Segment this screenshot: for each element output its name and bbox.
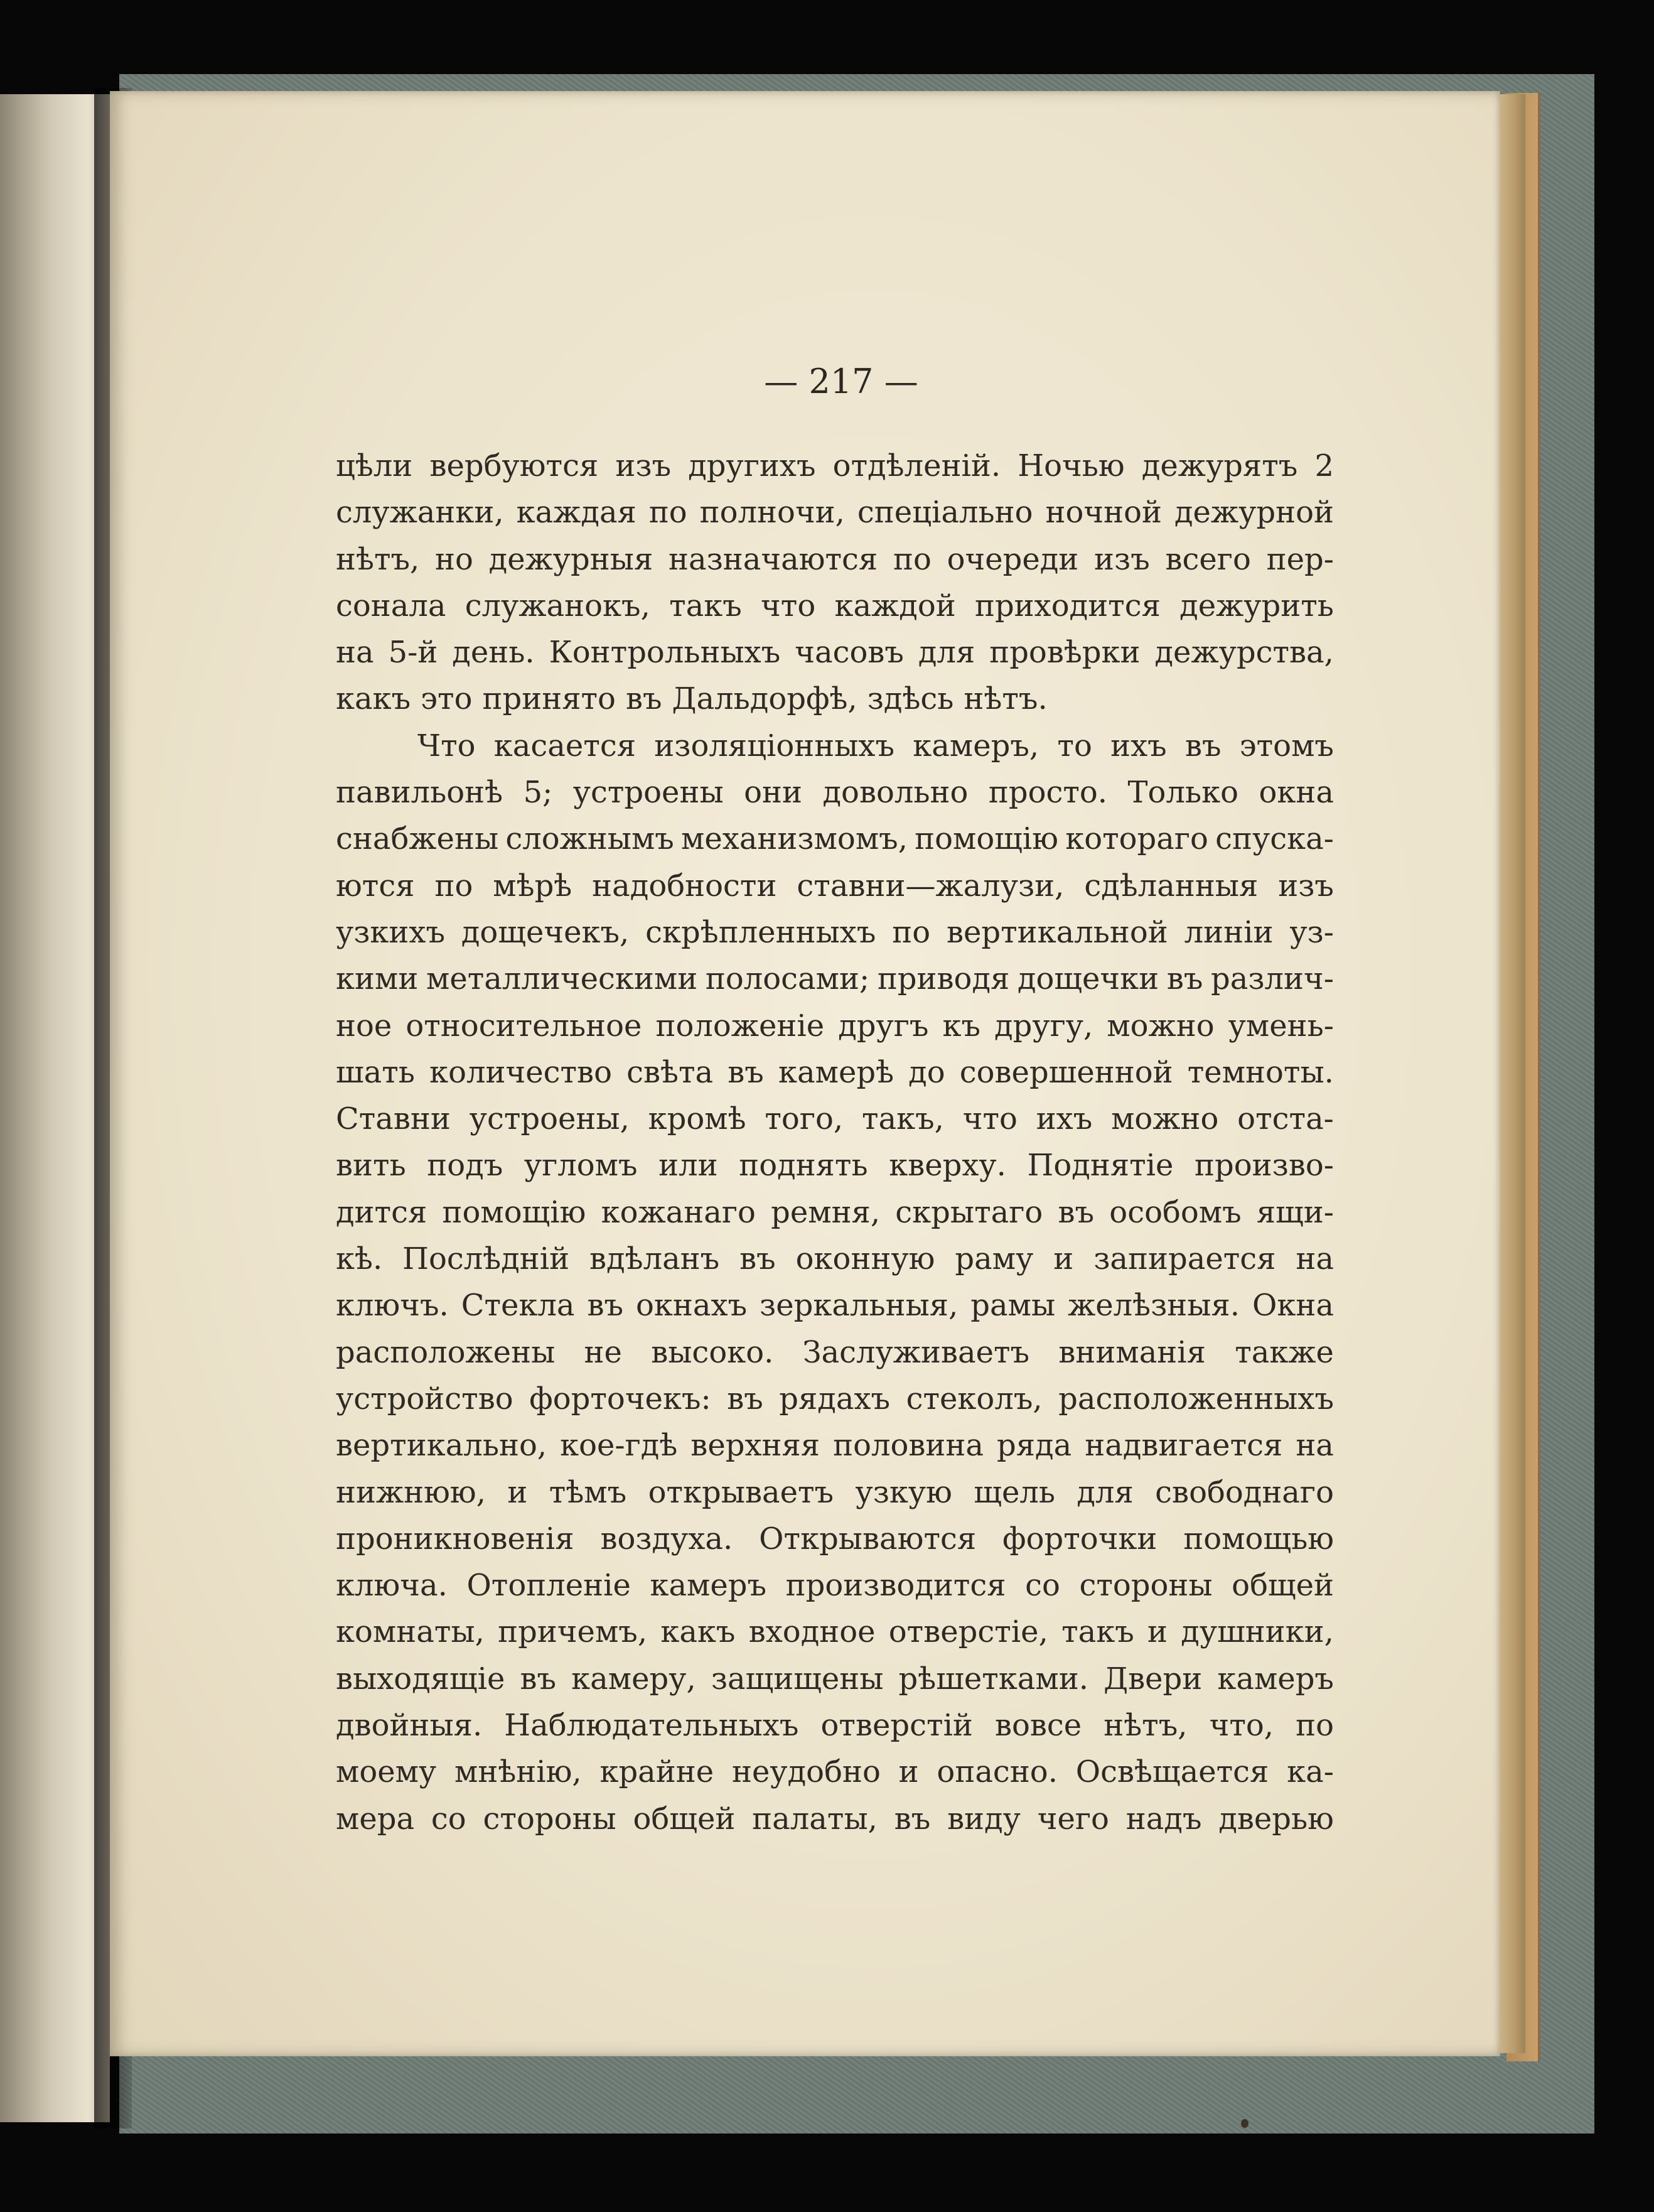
- word: чего: [1037, 1801, 1109, 1837]
- word: воздуха.: [600, 1521, 733, 1556]
- left-page-edge: [0, 94, 110, 2122]
- word: въ: [625, 681, 662, 717]
- word: кромѣ: [648, 1101, 746, 1137]
- word: по: [1296, 1708, 1334, 1744]
- word: желѣзныя.: [1068, 1288, 1240, 1324]
- word: ключа.: [336, 1568, 448, 1604]
- word: Наблюдательныхъ: [504, 1708, 799, 1744]
- word: количество: [429, 1054, 612, 1090]
- page-text: [336, 443, 1334, 1842]
- word: какъ: [336, 681, 411, 717]
- word: Заслуживаетъ: [802, 1334, 1030, 1370]
- word: ка-: [1287, 1754, 1334, 1790]
- word: нѣтъ.: [964, 681, 1048, 717]
- word: камеръ,: [913, 728, 1039, 763]
- word: палаты,: [752, 1801, 878, 1837]
- text-line: [336, 536, 1334, 583]
- word: 5;: [523, 775, 553, 811]
- word: причемъ,: [498, 1614, 648, 1650]
- word: въ: [1166, 961, 1203, 997]
- word: къ: [942, 1008, 981, 1044]
- word: кое-гдѣ: [560, 1428, 678, 1464]
- word: общей: [1232, 1568, 1334, 1604]
- word: вербуются: [429, 448, 599, 483]
- word: положеніе: [655, 1008, 825, 1044]
- word: отдѣленій.: [832, 448, 1001, 483]
- word: сдѣланныя: [1084, 868, 1259, 904]
- text-line: [336, 1749, 1334, 1795]
- word: помощію: [915, 821, 1059, 857]
- word: на: [1296, 1428, 1334, 1464]
- word: какъ: [660, 1614, 736, 1650]
- word: оконную: [795, 1241, 935, 1277]
- word: надъ: [1125, 1801, 1202, 1837]
- word: умень-: [1228, 1008, 1334, 1044]
- word: спеціально: [857, 495, 1033, 531]
- word: Ночью: [1018, 448, 1125, 483]
- word: кверху.: [889, 1148, 1006, 1184]
- word: ихъ: [1110, 728, 1167, 763]
- word: защищены: [711, 1661, 884, 1697]
- word: по: [434, 868, 473, 904]
- word: полночи,: [699, 495, 845, 531]
- word: особомъ: [1109, 1194, 1242, 1230]
- word: дежурства,: [1154, 635, 1334, 671]
- word: и: [898, 1754, 919, 1790]
- word: Освѣщается: [1075, 1754, 1269, 1790]
- word: Послѣдній: [402, 1241, 570, 1277]
- word: служанки,: [336, 495, 504, 531]
- word: нѣтъ,: [336, 541, 420, 577]
- text-line: [336, 1376, 1334, 1422]
- word: изъ: [1278, 868, 1334, 904]
- word: рѣшетками.: [898, 1661, 1088, 1697]
- text-line: [336, 1656, 1334, 1702]
- word: двойныя.: [336, 1708, 483, 1744]
- word: павильонѣ: [336, 775, 503, 811]
- word: пер-: [1266, 541, 1334, 577]
- word: произво-: [1195, 1148, 1334, 1184]
- word: что: [962, 1101, 1018, 1137]
- word: относительное: [405, 1008, 642, 1044]
- word: линіи: [1184, 914, 1274, 950]
- word: каждой: [834, 588, 956, 623]
- text-line: [336, 1142, 1334, 1189]
- word: Двери: [1104, 1661, 1203, 1697]
- text-line: [336, 676, 1334, 722]
- word: въ: [1058, 1194, 1095, 1230]
- word: общей: [633, 1801, 736, 1837]
- word: механизмомъ,: [681, 821, 908, 857]
- word: каждая: [516, 495, 636, 531]
- word: принято: [482, 681, 616, 717]
- word: камеръ: [650, 1568, 767, 1604]
- word: комнаты,: [336, 1614, 485, 1650]
- word: ящи-: [1256, 1194, 1334, 1230]
- word: узкихъ: [336, 914, 446, 950]
- word: ются: [336, 868, 415, 904]
- word: спуска-: [1215, 821, 1334, 857]
- word: другу,: [994, 1008, 1093, 1044]
- word: полосами;: [705, 961, 870, 997]
- word: кожанаго: [601, 1194, 756, 1230]
- word: помощію: [442, 1194, 586, 1230]
- word: въ: [1184, 728, 1222, 763]
- word: не: [584, 1334, 622, 1370]
- word: тѣмъ: [549, 1474, 627, 1510]
- word: ихъ: [1036, 1101, 1093, 1137]
- word: въ: [894, 1801, 931, 1837]
- word: виду: [947, 1801, 1021, 1837]
- word: этомъ: [1239, 728, 1334, 763]
- text-line: [336, 1422, 1334, 1469]
- word: Поднятіе: [1027, 1148, 1174, 1184]
- word: по: [893, 541, 932, 577]
- word: можно: [1111, 1101, 1219, 1137]
- word: въ: [739, 1241, 776, 1277]
- word: довольно: [822, 775, 969, 811]
- word: по: [892, 914, 931, 950]
- word: здѣсь: [867, 681, 954, 717]
- word: форточекъ:: [529, 1381, 711, 1416]
- word: мѣрѣ: [493, 868, 572, 904]
- word: металлическими: [426, 961, 698, 997]
- word: дощечки: [1017, 961, 1159, 997]
- word: такъ: [1061, 1614, 1134, 1650]
- text-line: [336, 1049, 1334, 1096]
- text-line: [336, 443, 1334, 489]
- word: ночной: [1045, 495, 1163, 531]
- word: служанокъ,: [465, 588, 650, 623]
- word: кими: [336, 961, 419, 997]
- word: въ: [520, 1661, 557, 1697]
- word: помощью: [1183, 1521, 1334, 1556]
- word: сонала: [336, 588, 446, 623]
- word: или: [658, 1148, 718, 1184]
- word: раму: [955, 1241, 1034, 1277]
- word: другъ: [838, 1008, 929, 1044]
- word: производится: [785, 1568, 1006, 1604]
- word: дежурной: [1174, 495, 1334, 531]
- word: Открываются: [759, 1521, 977, 1556]
- word: того,: [765, 1101, 844, 1137]
- word: камерѣ: [778, 1054, 894, 1090]
- word: вовсе: [994, 1708, 1082, 1744]
- word: назначаются: [668, 541, 878, 577]
- text-line: [336, 1562, 1334, 1609]
- book-page: [110, 91, 1500, 2056]
- word: дежурятъ: [1141, 448, 1298, 483]
- word: ное: [336, 1008, 392, 1044]
- word: поднять: [739, 1148, 868, 1184]
- page-number: — 217 —: [764, 362, 918, 401]
- word: форточки: [1002, 1521, 1157, 1556]
- word: щель: [974, 1474, 1056, 1510]
- word: они: [744, 775, 803, 811]
- word: изъ: [1094, 541, 1150, 577]
- word: по: [648, 495, 687, 531]
- word: моему: [336, 1754, 437, 1790]
- text-line: [336, 1702, 1334, 1749]
- word: Окна: [1252, 1288, 1334, 1324]
- word: день.: [452, 635, 535, 671]
- word: въ: [587, 1288, 624, 1324]
- word: со: [431, 1801, 466, 1837]
- word: дощечекъ,: [461, 914, 630, 950]
- word: котораго: [1065, 821, 1208, 857]
- word: нижнюю,: [336, 1474, 486, 1510]
- text-line: [336, 723, 1334, 769]
- word: изоляціонныхъ: [654, 728, 895, 763]
- word: Стекла: [461, 1288, 575, 1324]
- word: приходится: [974, 588, 1161, 623]
- word: шать: [336, 1054, 415, 1090]
- word: расположенныхъ: [1058, 1381, 1334, 1416]
- word: дверью: [1218, 1801, 1334, 1837]
- word: такъ,: [861, 1101, 944, 1137]
- word: ставни—жалузи,: [797, 868, 1065, 904]
- word: кѣ.: [336, 1241, 383, 1277]
- word: на: [1296, 1241, 1334, 1277]
- word: что,: [1209, 1708, 1274, 1744]
- word: рядахъ: [779, 1381, 891, 1416]
- ink-spot: [1241, 2119, 1249, 2128]
- word: Контрольныхъ: [549, 635, 781, 671]
- word: отверстій: [820, 1708, 973, 1744]
- word: узкую: [855, 1474, 952, 1510]
- word: Только: [1127, 775, 1238, 811]
- word: и: [1147, 1614, 1168, 1650]
- word: рамы: [970, 1288, 1056, 1324]
- word: крайне: [599, 1754, 714, 1790]
- word: мера: [336, 1801, 415, 1837]
- word: касается: [493, 728, 636, 763]
- word: такъ: [669, 588, 742, 623]
- word: отста-: [1237, 1101, 1334, 1137]
- text-line: [336, 769, 1334, 816]
- word: часовъ: [795, 635, 904, 671]
- word: Что: [417, 728, 476, 763]
- word: расположены: [336, 1334, 556, 1370]
- word: для: [1077, 1474, 1134, 1510]
- word: для: [918, 635, 975, 671]
- word: ряда: [997, 1428, 1072, 1464]
- word: Ставни: [336, 1101, 451, 1137]
- word: входное: [748, 1614, 876, 1650]
- word: ключъ.: [336, 1288, 449, 1324]
- word: открываетъ: [648, 1474, 834, 1510]
- word: выходящіе: [336, 1661, 505, 1697]
- word: устроены,: [469, 1101, 630, 1137]
- word: уз-: [1289, 914, 1334, 950]
- word: вертикально,: [336, 1428, 547, 1464]
- word: устройство: [336, 1381, 513, 1416]
- word: различ-: [1211, 961, 1334, 997]
- word: проникновенія: [336, 1521, 574, 1556]
- word: и: [1053, 1241, 1074, 1277]
- text-line: [336, 629, 1334, 676]
- word: подъ: [427, 1148, 503, 1184]
- word: цѣли: [336, 448, 413, 483]
- word: ремня,: [771, 1194, 881, 1230]
- word: снабжены: [336, 821, 499, 857]
- word: дежурить: [1179, 588, 1334, 623]
- text-line: [336, 1609, 1334, 1655]
- word: стеколъ,: [906, 1381, 1043, 1416]
- word: просто.: [988, 775, 1108, 811]
- word: на: [336, 635, 374, 671]
- word: сложнымъ: [505, 821, 674, 857]
- word: очереди: [947, 541, 1079, 577]
- word: вниманія: [1058, 1334, 1206, 1370]
- text-line: [336, 489, 1334, 536]
- text-line: [336, 1796, 1334, 1842]
- word: другихъ: [688, 448, 816, 483]
- word: дится: [336, 1194, 427, 1230]
- word: половина: [833, 1428, 984, 1464]
- word: приводя: [877, 961, 1010, 997]
- text-line: [336, 1469, 1334, 1516]
- word: что: [761, 588, 816, 623]
- word: то: [1057, 728, 1092, 763]
- word: но: [435, 541, 473, 577]
- text-line: [336, 1189, 1334, 1236]
- text-line: [336, 1329, 1334, 1376]
- word: окна: [1259, 775, 1334, 811]
- word: стороны: [1079, 1568, 1213, 1604]
- word: 2: [1314, 448, 1334, 483]
- word: дежурныя: [488, 541, 653, 577]
- text-line: [336, 816, 1334, 862]
- word: темноты.: [1187, 1054, 1334, 1090]
- word: угломъ: [524, 1148, 638, 1184]
- word: вертикальной: [946, 914, 1168, 950]
- word: скрытаго: [895, 1194, 1043, 1230]
- word: свѣта: [626, 1054, 714, 1090]
- word: надобности: [592, 868, 777, 904]
- word: и: [507, 1474, 528, 1510]
- word: надвигается: [1085, 1428, 1283, 1464]
- word: въ: [728, 1054, 764, 1090]
- text-line: [336, 1096, 1334, 1142]
- text-line: [336, 583, 1334, 629]
- word: камеръ: [1217, 1661, 1334, 1697]
- word: вдѣланъ: [589, 1241, 720, 1277]
- word: запирается: [1093, 1241, 1276, 1277]
- word: можно: [1107, 1008, 1215, 1044]
- word: Отопленіе: [466, 1568, 631, 1604]
- word: мнѣнію,: [454, 1754, 582, 1790]
- word: нѣтъ,: [1104, 1708, 1188, 1744]
- text-line: [336, 1282, 1334, 1329]
- word: 5-й: [388, 635, 438, 671]
- word: свободнаго: [1155, 1474, 1334, 1510]
- word: совершенной: [959, 1054, 1173, 1090]
- word: стороны: [483, 1801, 616, 1837]
- word: зеркальныя,: [760, 1288, 959, 1324]
- text-line: [336, 863, 1334, 909]
- word: неудобно: [731, 1754, 881, 1790]
- word: со: [1025, 1568, 1060, 1604]
- word: провѣрки: [989, 635, 1141, 671]
- word: отверстіе,: [888, 1614, 1048, 1650]
- text-line: [336, 1516, 1334, 1562]
- word: до: [908, 1054, 945, 1090]
- word: окнахъ: [635, 1288, 748, 1324]
- text-line: [336, 956, 1334, 1002]
- word: въ: [727, 1381, 763, 1416]
- text-line: [336, 1236, 1334, 1282]
- word: верхняя: [690, 1428, 820, 1464]
- word: вить: [336, 1148, 406, 1184]
- word: камеру,: [571, 1661, 696, 1697]
- word: это: [421, 681, 473, 717]
- word: устроены: [572, 775, 724, 811]
- word: опасно.: [937, 1754, 1058, 1790]
- word: высоко.: [651, 1334, 774, 1370]
- word: Дальдорфѣ,: [672, 681, 857, 717]
- text-line: [336, 909, 1334, 956]
- word: скрѣпленныхъ: [645, 914, 876, 950]
- word: всего: [1165, 541, 1251, 577]
- word: душники,: [1181, 1614, 1334, 1650]
- word: также: [1235, 1334, 1334, 1370]
- word: изъ: [615, 448, 672, 483]
- text-line: [336, 1003, 1334, 1049]
